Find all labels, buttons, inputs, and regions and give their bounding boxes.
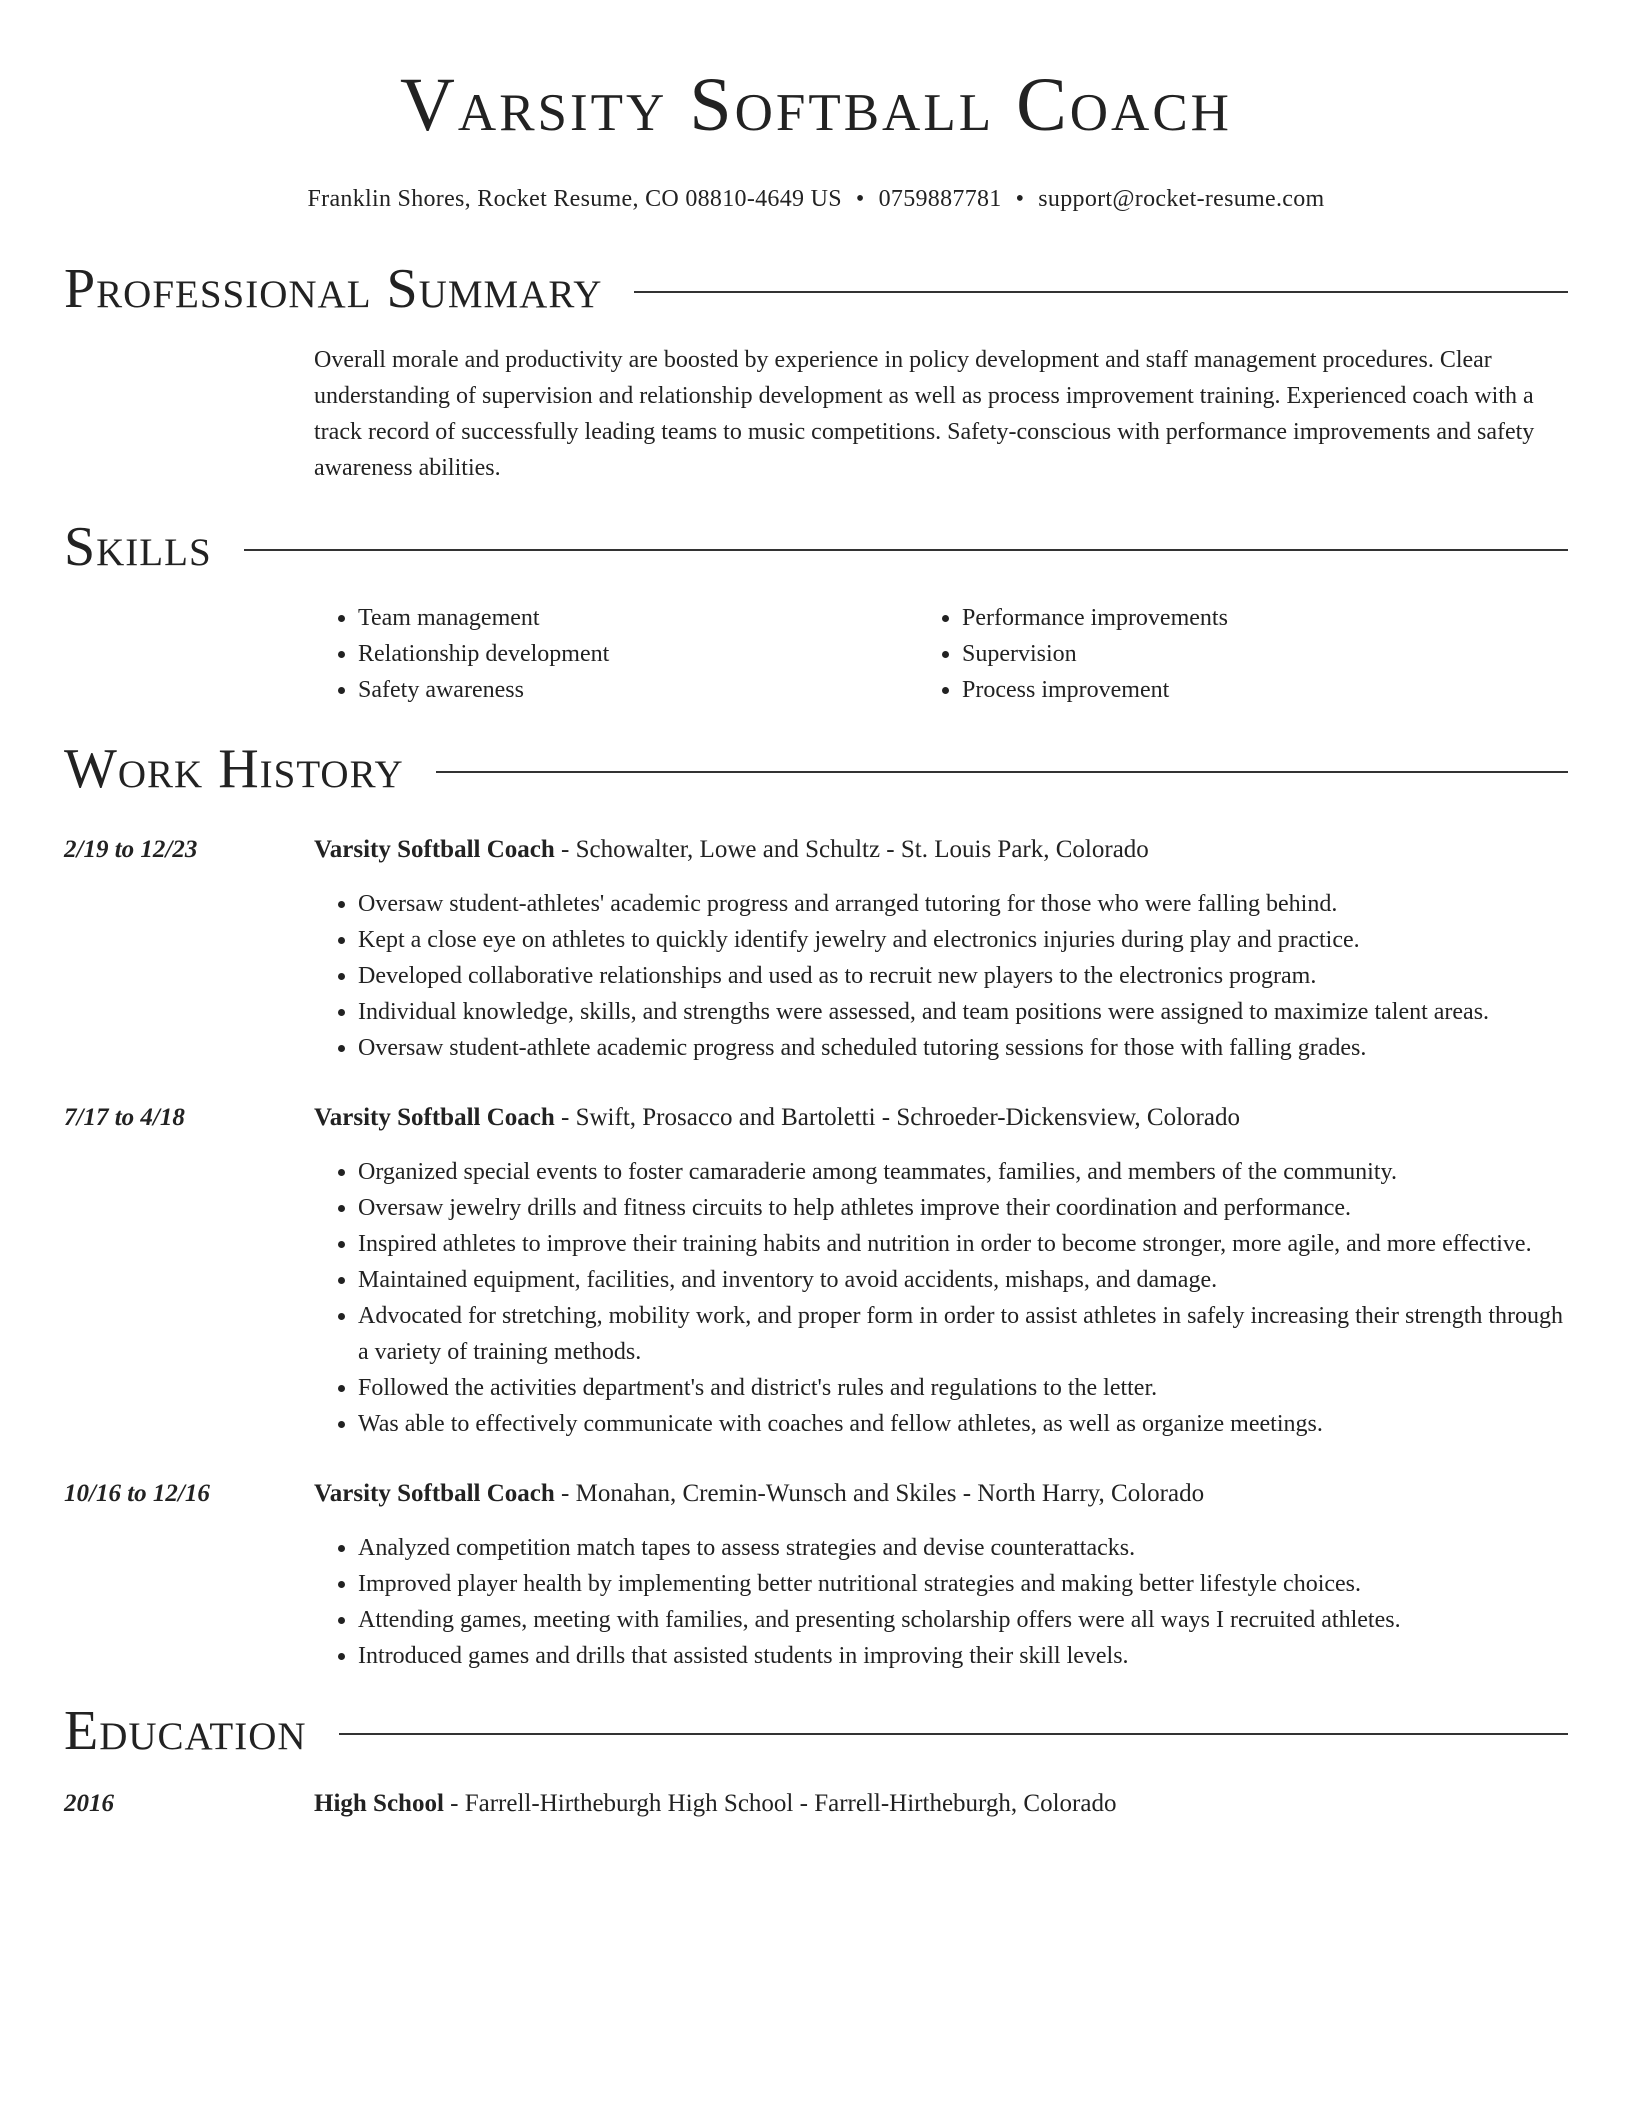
job-entry [64, 1100, 1568, 1442]
job-heading [314, 1476, 1568, 1512]
education-section-header [64, 1700, 1568, 1762]
job-dates: 2/19 to 12/23 [64, 836, 198, 863]
contact-separator: • [855, 186, 865, 212]
skill-item: • Performance improvements [962, 600, 1228, 636]
job-body [314, 1100, 1568, 1442]
skills-section-header [64, 516, 1568, 578]
education-section-title: Education [64, 1700, 307, 1762]
job-employer-location: - Monahan, Cremin-Wunsch and Skiles - North Harry, Colorado [554, 1480, 1205, 1507]
resume-page [64, 0, 1568, 1822]
job-bullets [314, 1530, 1568, 1674]
section-divider [244, 549, 1568, 551]
job-bullet: • Was able to effectively communicate with coaches and fellow athletes, as well as organize meetings. [358, 1406, 1568, 1442]
skill-item: • Relationship development [358, 636, 918, 672]
contact-separator: • [1015, 186, 1025, 212]
job-bullets [314, 886, 1568, 1066]
section-divider [339, 1733, 1568, 1735]
section-divider [634, 291, 1568, 293]
job-employer-location: - Swift, Prosacco and Bartoletti - Schroeder-Dickensview, Colorado [554, 1104, 1240, 1131]
contact-phone: 0759887781 [878, 186, 1002, 212]
contact-line [64, 184, 1568, 214]
job-bullet: • Introduced games and drills that assisted students in improving their skill levels. [358, 1638, 1568, 1674]
job-title: Varsity Softball Coach [314, 1104, 555, 1131]
summary-left-gutter [64, 342, 314, 486]
skills-list-right [918, 600, 1228, 708]
resume-name: Varsity Softball Coach [400, 63, 1232, 147]
skill-item: • Supervision [962, 636, 1228, 672]
job-entry [64, 1476, 1568, 1674]
job-bullet: • Attending games, meeting with families, and presenting scholarship offers were all ways I recruited athletes. [358, 1602, 1568, 1638]
education-heading [314, 1786, 1568, 1822]
work-section-header [64, 738, 1568, 800]
skills-row [64, 600, 1568, 708]
summary-text: Overall morale and productivity are boosted by experience in policy development and staff management procedures. Clear understanding of supervision and relationship development as well as process improvement training. Experienced coach with a track record of successfully leading teams to music competitions. Safety-conscious with performance improvements and safety awareness abilities. [314, 347, 1535, 481]
job-bullet: • Kept a close eye on athletes to quickly identify jewelry and electronics injuries during play and practice. [358, 922, 1568, 958]
job-heading [314, 832, 1568, 868]
job-dates: 7/17 to 4/18 [64, 1104, 185, 1131]
education-degree: High School [314, 1790, 444, 1817]
contact-email: support@rocket-resume.com [1038, 186, 1325, 212]
job-title: Varsity Softball Coach [314, 1480, 555, 1507]
work-section-title: Work History [64, 738, 404, 800]
summary-section-header [64, 258, 1568, 320]
summary-row [64, 342, 1568, 486]
job-title: Varsity Softball Coach [314, 836, 555, 863]
section-divider [436, 771, 1568, 773]
skills-left-gutter [64, 600, 314, 708]
skill-item: • Process improvement [962, 672, 1228, 708]
job-entry [64, 832, 1568, 1066]
education-school-location: - Farrell-Hirtheburgh High School - Farrell-Hirtheburgh, Colorado [443, 1790, 1117, 1817]
job-bullet: • Analyzed competition match tapes to assess strategies and devise counterattacks. [358, 1530, 1568, 1566]
job-dates: 10/16 to 12/16 [64, 1480, 210, 1507]
skill-item: • Team management [358, 600, 918, 636]
job-body [314, 832, 1568, 1066]
job-bullet: • Oversaw student-athlete academic progress and scheduled tutoring sessions for those with falling grades. [358, 1030, 1568, 1066]
job-bullet: • Followed the activities department's and district's rules and regulations to the letter. [358, 1370, 1568, 1406]
contact-address: Franklin Shores, Rocket Resume, CO 08810-4649 US [307, 186, 842, 212]
job-body [314, 1476, 1568, 1674]
job-bullet: • Maintained equipment, facilities, and inventory to avoid accidents, mishaps, and damage. [358, 1262, 1568, 1298]
job-bullet: • Developed collaborative relationships and used as to recruit new players to the electronics program. [358, 958, 1568, 994]
job-bullet: • Improved player health by implementing better nutritional strategies and making better lifestyle choices. [358, 1566, 1568, 1602]
job-bullet: • Inspired athletes to improve their training habits and nutrition in order to become stronger, more agile, and more effective. [358, 1226, 1568, 1262]
skills-lists [314, 600, 1568, 708]
job-bullet: • Oversaw student-athletes' academic progress and arranged tutoring for those who were falling behind. [358, 886, 1568, 922]
job-bullet: • Individual knowledge, skills, and strengths were assessed, and team positions were assigned to maximize talent areas. [358, 994, 1568, 1030]
education-year: 2016 [64, 1790, 114, 1817]
education-entry [64, 1786, 1568, 1822]
job-heading [314, 1100, 1568, 1136]
job-employer-location: - Schowalter, Lowe and Schultz - St. Louis Park, Colorado [554, 836, 1149, 863]
work-history-list [64, 832, 1568, 1674]
job-bullet: • Oversaw jewelry drills and fitness circuits to help athletes improve their coordination and performance. [358, 1190, 1568, 1226]
skills-list-left [314, 600, 918, 708]
job-bullet: • Advocated for stretching, mobility work, and proper form in order to assist athletes in safely increasing their strength through a variety of training methods. [358, 1298, 1568, 1370]
skills-section-title: Skills [64, 516, 212, 578]
summary-section-title: Professional Summary [64, 258, 603, 320]
job-bullets [314, 1154, 1568, 1442]
skill-item: • Safety awareness [358, 672, 918, 708]
job-bullet: • Organized special events to foster camaraderie among teammates, families, and members of the community. [358, 1154, 1568, 1190]
